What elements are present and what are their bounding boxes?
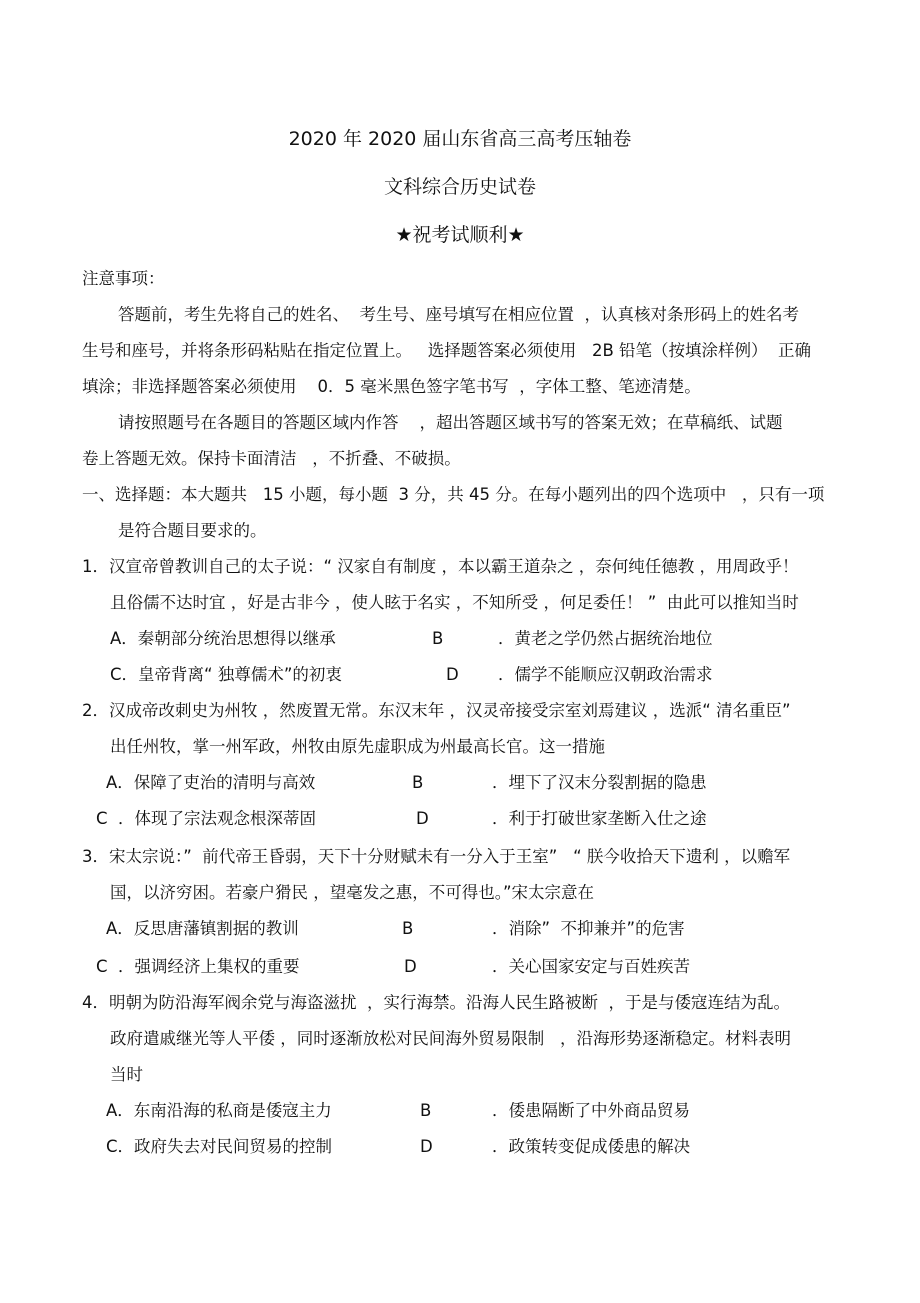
option-d: ．利于打破世家垄断入仕之途: [492, 809, 707, 828]
exam-subtitle: 文科综合历史试卷: [383, 176, 536, 198]
blessing: ★祝考试顺利★: [395, 224, 525, 246]
option-d: ．关心国家安定与百姓疾苦: [492, 957, 690, 976]
option-d-letter: D: [446, 665, 459, 684]
option-a: A．保障了吏治的清明与高效: [106, 773, 316, 792]
option-b: ．埋下了汉末分裂割据的隐患: [492, 773, 707, 792]
option-b-letter: B: [420, 1101, 432, 1120]
option-b-letter: B: [402, 919, 414, 938]
question-stem: 政府遣戚继光等人平倭 ，同时逐渐放松对民间海外贸易限制 ，沿海形势逐渐稳定。材料表明: [110, 1029, 791, 1048]
question-stem: 3．宋太宗说：” 前代帝王昏弱，天下十分财赋未有一分入于王室” “ 朕今收拾天下遗利 ，以赡军: [82, 847, 791, 866]
notice-text: 答题前，考生先将自己的姓名、 考生号、座号填写在相应位置 ，认真核对条形码上的姓名考: [118, 305, 799, 324]
option-a: A．反思唐藩镇割据的教训: [106, 919, 299, 938]
option-b: ．倭患隔断了中外商品贸易: [492, 1101, 690, 1120]
notice-text: 请按照题号在各题目的答题区域内作答 ，超出答题区域书写的答案无效；在草稿纸、试题: [118, 413, 783, 432]
option-c: C．皇帝背离“ 独尊儒术”的初衷: [110, 665, 342, 684]
option-b: ．消除” 不抑兼并”的危害: [492, 919, 685, 938]
question-stem: 国，以济穷困。若豪户猾民 ，望毫发之惠，不可得也。”宋太宗意在: [110, 883, 595, 902]
notice-text: 生号和座号，并将条形码粘贴在指定位置上。 选择题答案必须使用 2B 铅笔（按填涂样例） 正确: [82, 341, 812, 360]
question-stem: 2．汉成帝改刺史为州牧 ，然废置无常。东汉末年 ，汉灵帝接受宗室刘焉建议 ，选派“ 清名重臣”: [82, 701, 791, 720]
question-stem: 且俗儒不达时宜 ，好是古非今 ，使人眩于名实 ，不知所受 ，何足委任！ ” 由此可以推知当时: [110, 593, 799, 612]
notice-text: 卷上答题无效。保持卡面清洁 ，不折叠、不破损。: [82, 449, 461, 468]
notice-heading: 注意事项：: [82, 269, 165, 288]
option-a: A．秦朝部分统治思想得以继承: [110, 629, 336, 648]
option-c: C．政府失去对民间贸易的控制: [106, 1137, 333, 1156]
option-b-letter: B: [432, 629, 444, 648]
option-d-letter: D: [420, 1137, 433, 1156]
question-stem: 1．汉宣帝曾教训自己的太子说：“ 汉家自有制度 ，本以霸王道杂之 ，奈何纯任德教 ，用周政乎！: [82, 557, 799, 576]
question-stem: 当时: [110, 1065, 143, 1084]
option-d-letter: D: [416, 809, 429, 828]
option-b: ．黄老之学仍然占据统治地位: [498, 629, 713, 648]
option-d: ．儒学不能顺应汉朝政治需求: [498, 665, 713, 684]
question-stem: 4．明朝为防沿海军阀余党与海盗滋扰 ，实行海禁。沿海人民生路被断 ，于是与倭寇连结为乱。: [82, 993, 790, 1012]
section-heading: 一、选择题：本大题共 15 小题，每小题 3 分，共 45 分。在每小题列出的四个选项中 ，只有一项: [82, 485, 825, 504]
option-c: C ．强调经济上集权的重要: [96, 957, 300, 976]
notice-text: 填涂；非选择题答案必须使用 0．5 毫米黑色签字笔书写 ，字体工整、笔迹清楚。: [82, 377, 701, 396]
section-heading: 是符合题目要求的。: [118, 521, 267, 540]
question-stem: 出任州牧，掌一州军政，州牧由原先虚职成为州最高长官。这一措施: [110, 737, 605, 756]
option-b-letter: B: [412, 773, 424, 792]
option-d: ．政策转变促成倭患的解决: [492, 1137, 690, 1156]
option-d-letter: D: [404, 957, 417, 976]
exam-title: 2020 年 2020 届山东省高三高考压轴卷: [288, 128, 632, 150]
option-c: C ．体现了宗法观念根深蒂固: [96, 809, 317, 828]
option-a: A．东南沿海的私商是倭寇主力: [106, 1101, 332, 1120]
